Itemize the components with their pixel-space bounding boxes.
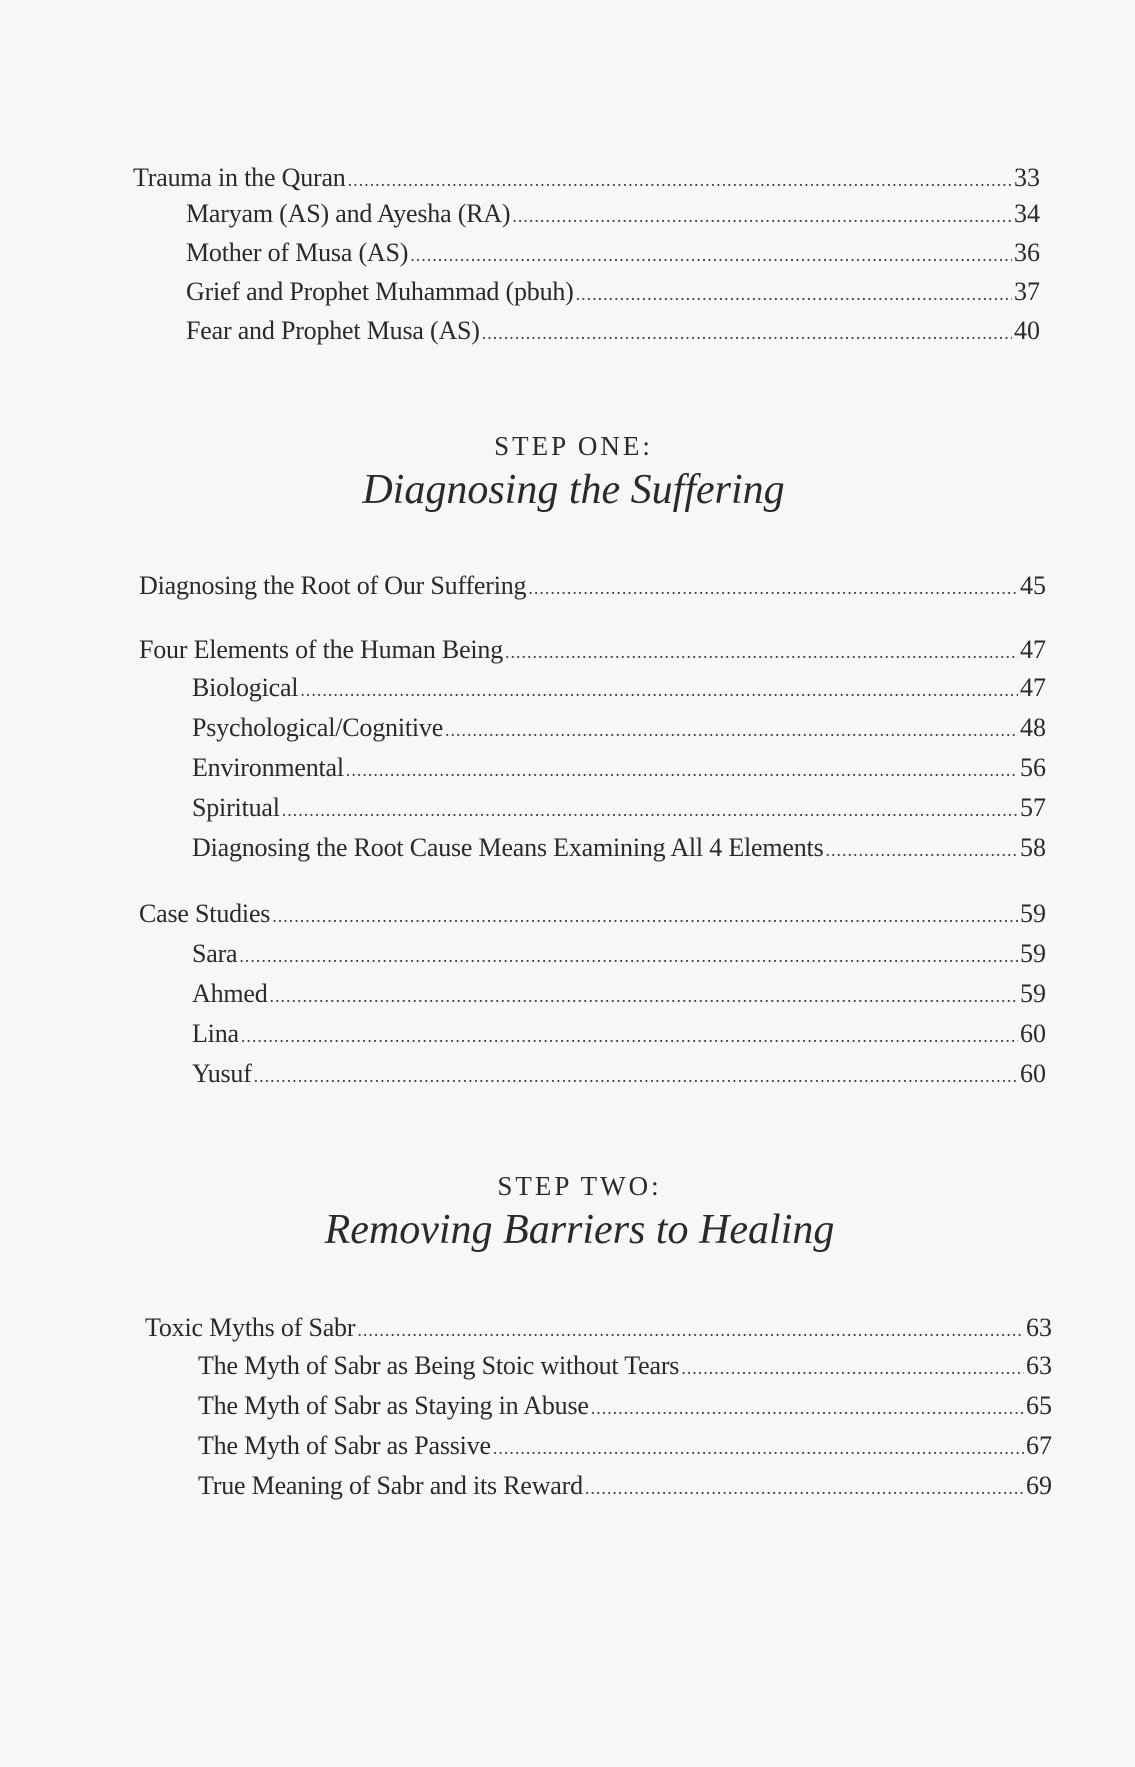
step-label: STEP TWO: [497,1171,662,1201]
entry-title: The Myth of Sabr as Passive [198,1431,491,1460]
dot-leader [300,675,1018,705]
toc-subentry[interactable] [186,316,1040,348]
page-number: 33 [1014,163,1040,192]
toc-entry[interactable] [145,1313,1052,1345]
toc-subentry[interactable] [198,1391,1052,1423]
toc-subentry[interactable] [186,238,1040,270]
dot-leader [528,573,1018,603]
entry-title: Maryam (AS) and Ayesha (RA) [186,199,511,228]
entry-title: Grief and Prophet Muhammad (pbuh) [186,277,574,306]
toc-entry[interactable] [133,163,1040,195]
toc-subentry[interactable] [198,1471,1052,1503]
toc-subentry[interactable] [192,673,1046,705]
page-number: 45 [1020,571,1046,600]
dot-leader [357,1315,1024,1345]
entry-title: Mother of Musa (AS) [186,238,409,267]
dot-leader [410,240,1012,270]
toc-subentry[interactable] [198,1431,1052,1463]
entry-title: Biological [192,673,299,702]
dot-leader [241,1021,1018,1051]
dot-leader [591,1393,1024,1423]
dot-leader [505,637,1018,667]
page-number: 47 [1020,635,1046,664]
dot-leader [282,795,1018,825]
page-number: 67 [1026,1431,1052,1460]
entry-title: Four Elements of the Human Being [139,635,504,664]
dot-leader [493,1433,1024,1463]
page-number: 59 [1020,899,1046,928]
entry-title: Trauma in the Quran [133,163,346,192]
toc-subentry[interactable] [192,833,1046,865]
entry-title: The Myth of Sabr as Staying in Abuse [198,1391,589,1420]
toc-subentry[interactable] [192,1019,1046,1051]
page-number: 63 [1026,1351,1052,1380]
page-number: 58 [1020,833,1046,862]
page-number: 65 [1026,1391,1052,1420]
page-number: 59 [1020,979,1046,1008]
entry-title: Yusuf [192,1059,252,1088]
entry-title: Diagnosing the Root of Our Suffering [139,571,527,600]
dot-leader [585,1473,1024,1503]
page-number: 60 [1020,1059,1046,1088]
entry-title: Fear and Prophet Musa (AS) [186,316,480,345]
dot-leader [512,201,1012,231]
toc-subentry[interactable] [192,979,1046,1011]
page-number: 40 [1014,316,1040,345]
dot-leader [576,279,1012,309]
toc-entry[interactable] [139,571,1046,603]
dot-leader [445,715,1018,745]
dot-leader [826,835,1018,865]
page-number: 69 [1026,1471,1052,1500]
toc-subentry[interactable] [192,939,1046,971]
page-number: 60 [1020,1019,1046,1048]
entry-title: Toxic Myths of Sabr [145,1313,356,1342]
toc-subentry[interactable] [192,753,1046,785]
toc-subentry[interactable] [192,1059,1046,1091]
step-label: STEP ONE: [494,431,653,461]
toc-subentry[interactable] [192,713,1046,745]
dot-leader [482,318,1012,348]
page-number: 63 [1026,1313,1052,1342]
page-number: 48 [1020,713,1046,742]
dot-leader [681,1353,1024,1383]
dot-leader [346,755,1018,785]
page-number: 57 [1020,793,1046,822]
dot-leader [348,165,1012,195]
toc-subentry[interactable] [198,1351,1052,1383]
dot-leader [270,981,1018,1011]
entry-title: Diagnosing the Root Cause Means Examining All 4 Elements [192,833,824,862]
dot-leader [254,1061,1018,1091]
page-number: 36 [1014,238,1040,267]
entry-title: Sara [192,939,238,968]
dot-leader [239,941,1018,971]
step-title: Removing Barriers to Healing [324,1207,835,1253]
entry-title: The Myth of Sabr as Being Stoic without Tears [198,1351,680,1380]
step-title: Diagnosing the Suffering [362,467,785,513]
entry-title: Psychological/Cognitive [192,713,444,742]
toc-entry[interactable] [139,899,1046,931]
entry-title: Spiritual [192,793,280,822]
dot-leader [272,901,1018,931]
entry-title: Environmental [192,753,344,782]
entry-title: Case Studies [139,899,271,928]
toc-subentry[interactable] [186,199,1040,231]
page-number: 47 [1020,673,1046,702]
toc-subentry[interactable] [186,277,1040,309]
entry-title: Lina [192,1019,239,1048]
entry-title: True Meaning of Sabr and its Reward [198,1471,583,1500]
entry-title: Ahmed [192,979,268,1008]
page-number: 37 [1014,277,1040,306]
page-number: 34 [1014,199,1040,228]
page-number: 59 [1020,939,1046,968]
toc-subentry[interactable] [192,793,1046,825]
toc-entry[interactable] [139,635,1046,667]
page-number: 56 [1020,753,1046,782]
